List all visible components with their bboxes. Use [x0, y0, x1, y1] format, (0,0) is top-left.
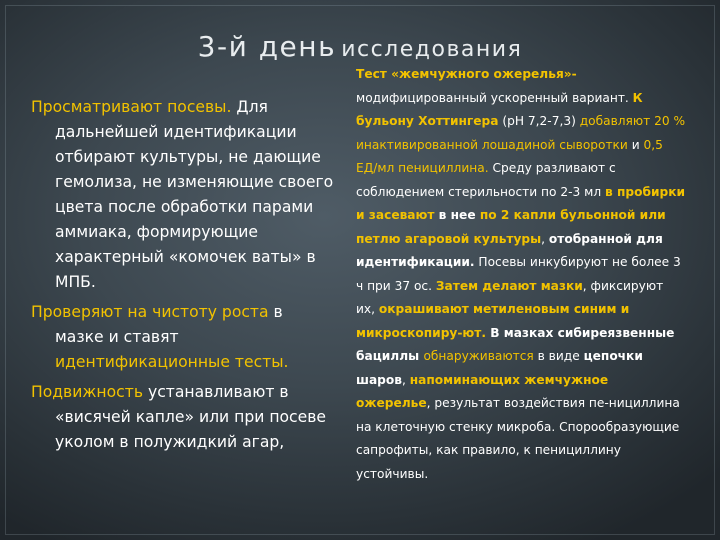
text-span: 0,5 ЕД/мл пенициллина.: [356, 137, 663, 175]
text-span: по 2 капли бульонной или петлю агаровой культуры: [356, 208, 666, 246]
text-span: Тест «жемчужного ожерелья»-: [356, 67, 577, 81]
left-paragraph: [31, 380, 336, 455]
text-span: Просматривают посевы.: [31, 98, 232, 116]
text-span: отобранной для идентификации.: [356, 231, 663, 269]
text-span: ,: [401, 372, 410, 387]
text-span: идентификационные тесты.: [55, 353, 289, 371]
text-span: добавляют 20 % инактивированной лошадиной сыворотки: [356, 114, 686, 152]
text-span: модифицированный ускоренный вариант.: [356, 90, 633, 105]
left-text-column: [31, 95, 336, 460]
text-span: ,: [541, 231, 549, 246]
text-span: Среду разливают с соблюдением стерильности по 2-3 мл: [356, 161, 616, 199]
left-paragraph: [31, 95, 336, 295]
slide-title: [0, 30, 720, 63]
text-span: Затем делают мазки: [435, 278, 583, 293]
text-span: (рН 7,2-7,3): [498, 114, 580, 128]
text-span: , результат воздействия пе-нициллина на клеточную стенку микроба. Спорообразующие сапрофиты, как правило, к пенициллину устойчивы.: [356, 396, 680, 481]
text-span: устанавливают в «висячей капле» или при посеве уколом в полужидкий агар,: [55, 383, 327, 451]
text-span: К бульону Хоттингера: [356, 90, 643, 128]
title-main: 3-й день: [197, 30, 337, 63]
text-span: в виде: [533, 349, 584, 363]
right-text-column: [356, 63, 686, 486]
text-span: в пробирки и засевают: [356, 184, 686, 222]
text-span: в нее: [434, 208, 480, 222]
text-span: цепочки шаров: [356, 349, 643, 387]
text-span: , фиксируют их,: [356, 278, 664, 316]
text-span: обнаруживаются: [423, 349, 534, 363]
text-span: Посевы инкубируют не более 3 ч при 37 ос.: [356, 255, 681, 293]
text-span: Подвижность: [31, 383, 144, 401]
text-span: Для дальнейшей идентификации отбирают культуры, не дающие гемолиза, не изменяющие своего цвета после обработки парами аммиака, формирующие характерный «комочек ваты» в МПБ.: [55, 98, 334, 291]
text-span: напоминающих жемчужное ожерелье: [356, 372, 609, 410]
text-span: Проверяют на чистоту роста: [31, 303, 269, 321]
title-rest: исследования: [341, 37, 523, 62]
text-span: и: [627, 137, 644, 152]
text-span: окрашивают метиленовым синим и микроскопиру-ют.: [356, 302, 630, 340]
text-span: В мазках сибиреязвенные бациллы: [356, 325, 675, 363]
text-span: в мазке и ставят: [55, 303, 283, 346]
left-paragraph: [31, 300, 336, 375]
